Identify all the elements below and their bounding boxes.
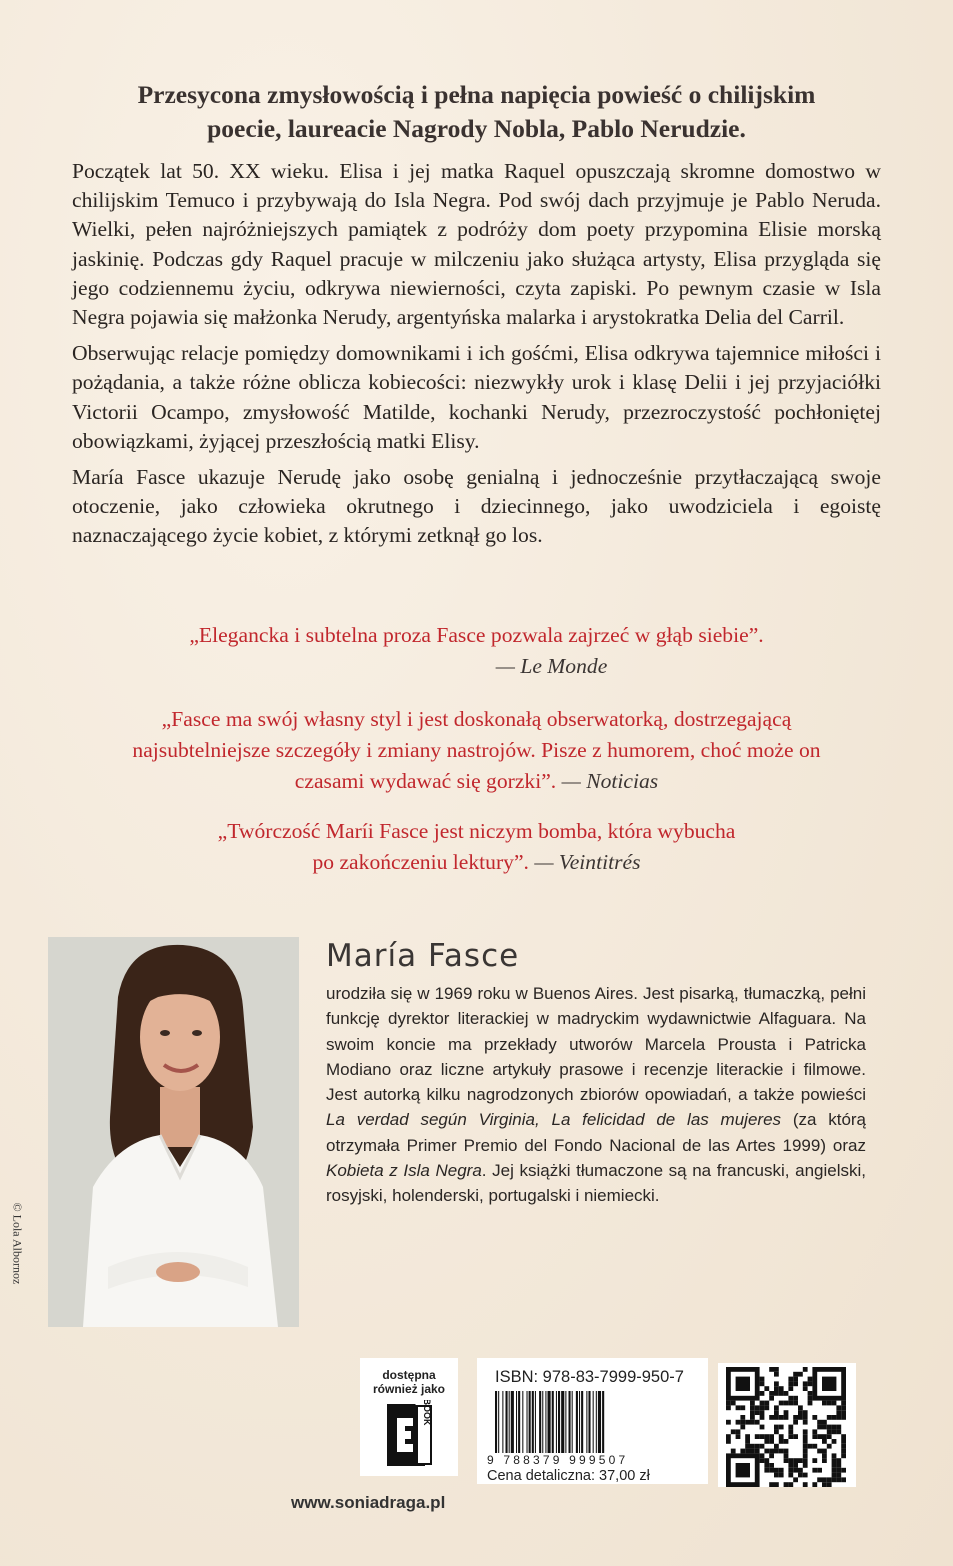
quote-line	[60, 847, 893, 878]
bio-text: . Jej książki tłumaczone są na francuski, angielski, rosyjski, holenderski, portugalski i niemiecki.	[326, 1161, 866, 1206]
quote-line: najsubtelniejsze szczegóły i zmiany nastrojów. Pisze z humorem, choć może on	[132, 738, 821, 762]
price: Cena detaliczna: 37,00 zł	[487, 1468, 650, 1484]
quote-line: „Twórczość Maríi Fasce jest niczym bomba, która wybucha	[217, 819, 736, 843]
quote-text: czasami wydawać się gorzki”.	[294, 769, 562, 793]
bio-text: urodziła się w 1969 roku w Buenos Aires. Jest pisarką, tłumaczką, pełni funkcję dyrektor literackiej w madryckim wydawnictwie Alfaguara. Na swoim koncie ma przekłady utworów Marcela Prousta i Patricka Modiano oraz liczne artykuły prasowe i recenzje literackie i filmowe. Jest autorką kilku nagrodzonych zbiorów opowiadań, a także powieści	[326, 984, 866, 1105]
description	[72, 157, 881, 558]
bio-title: Kobieta z Isla Negra	[326, 1161, 482, 1181]
photo-credit: © Lola Albornoz	[10, 1202, 25, 1285]
quote-source: — Le Monde	[495, 654, 608, 678]
author-photo	[48, 937, 299, 1327]
isbn-label: ISBN: 978-83-7999-950-7	[495, 1368, 684, 1386]
quote-line	[60, 766, 893, 797]
author-portrait-icon	[48, 937, 299, 1327]
bio-separator: ,	[534, 1110, 552, 1130]
ebook-logo-icon	[383, 1400, 435, 1470]
quote-line: „Fasce ma swój własny styl i jest doskonałą obserwatorką, dostrzegającą	[161, 707, 792, 731]
barcode-icon	[495, 1391, 695, 1453]
quote-veintitres	[60, 816, 893, 878]
quote-noticias	[60, 704, 893, 797]
quote-source: — Noticias	[561, 769, 659, 793]
quote-text: „Elegancka i subtelna proza Fasce pozwala zajrzeć w głąb siebie”.	[189, 623, 764, 647]
author-bio	[326, 981, 866, 1209]
quote-text: po zakończeniu lektury”.	[312, 850, 535, 874]
description-paragraph-2: Obserwując relacje pomiędzy domownikami i ich gośćmi, Elisa odkrywa tajemnice miłości i pożądania, a także różne oblicza kobiecości: niezwykły urok i klasę Delii i jej przyjaciółki Victorii Ocampo, zmysłowość Matilde, kochanki Nerudy, przezroczystość pochłoniętej obowiązkami, żyjącej przeszłością matki Elisy.	[72, 341, 881, 453]
ebook-label-2: również jako	[372, 1382, 446, 1396]
isbn-digits: 9 788379 999507	[487, 1453, 629, 1467]
description-paragraph-3: María Fasce ukazuje Nerudę jako osobę genialną i jednocześnie przytłaczającą swoje otoczenie, jako człowieka okrutnego i dziecinnego, jako uwodziciela i egoistę naznaczającego życie kobiet, z którymi zetknął go los.	[72, 465, 881, 548]
bio-title: La verdad según Virginia	[326, 1110, 535, 1130]
description-paragraph-1: Początek lat 50. XX wieku. Elisa i jej matka Raquel opuszczają skromne domostwo w chilijskim Temuco i przybywają do Isla Negra. Pod swój dach przyjmuje je Pablo Neruda. Wielki, pełen najróżniejszych pamiątek z podróży dom poety przypomina Elisie morską jaskinię. Podczas gdy Raquel pracuje w milczeniu jako służąca artysty, Elisa przygląda się jego codziennemu życiu, odkrywa niewierności, czyta zapiski. Po pewnym czasie w Isla Negra pojawia się małżonka Nerudy, argentyńska malarka i arystokratka Delia del Carril.	[72, 159, 881, 330]
ebook-label-1: dostępna	[382, 1368, 436, 1382]
quote-source: — Veintitrés	[534, 850, 641, 874]
lead-line-1: Przesycona zmysłowością i pełna napięcia powieść o chilijskim	[137, 80, 816, 109]
bio-title: La felicidad de las mujeres	[551, 1110, 782, 1130]
ebook-badge	[360, 1358, 458, 1476]
author-name: María Fasce	[326, 938, 520, 974]
bio-text: (za którą otrzymała Primer Premio del Fondo Nacional de las Artes 1999) oraz	[326, 1110, 867, 1155]
quote-le-monde	[60, 620, 893, 682]
qr-code	[718, 1363, 856, 1487]
publisher-website: www.soniadraga.pl	[291, 1493, 446, 1512]
lead-line-2: poecie, laureacie Nagrody Nobla, Pablo Nerudzie.	[207, 114, 746, 143]
isbn-block	[477, 1358, 708, 1484]
ebook-logo-text: BOOK	[422, 1400, 432, 1426]
qr-code-icon	[718, 1363, 856, 1487]
lead-blurb	[40, 78, 913, 146]
